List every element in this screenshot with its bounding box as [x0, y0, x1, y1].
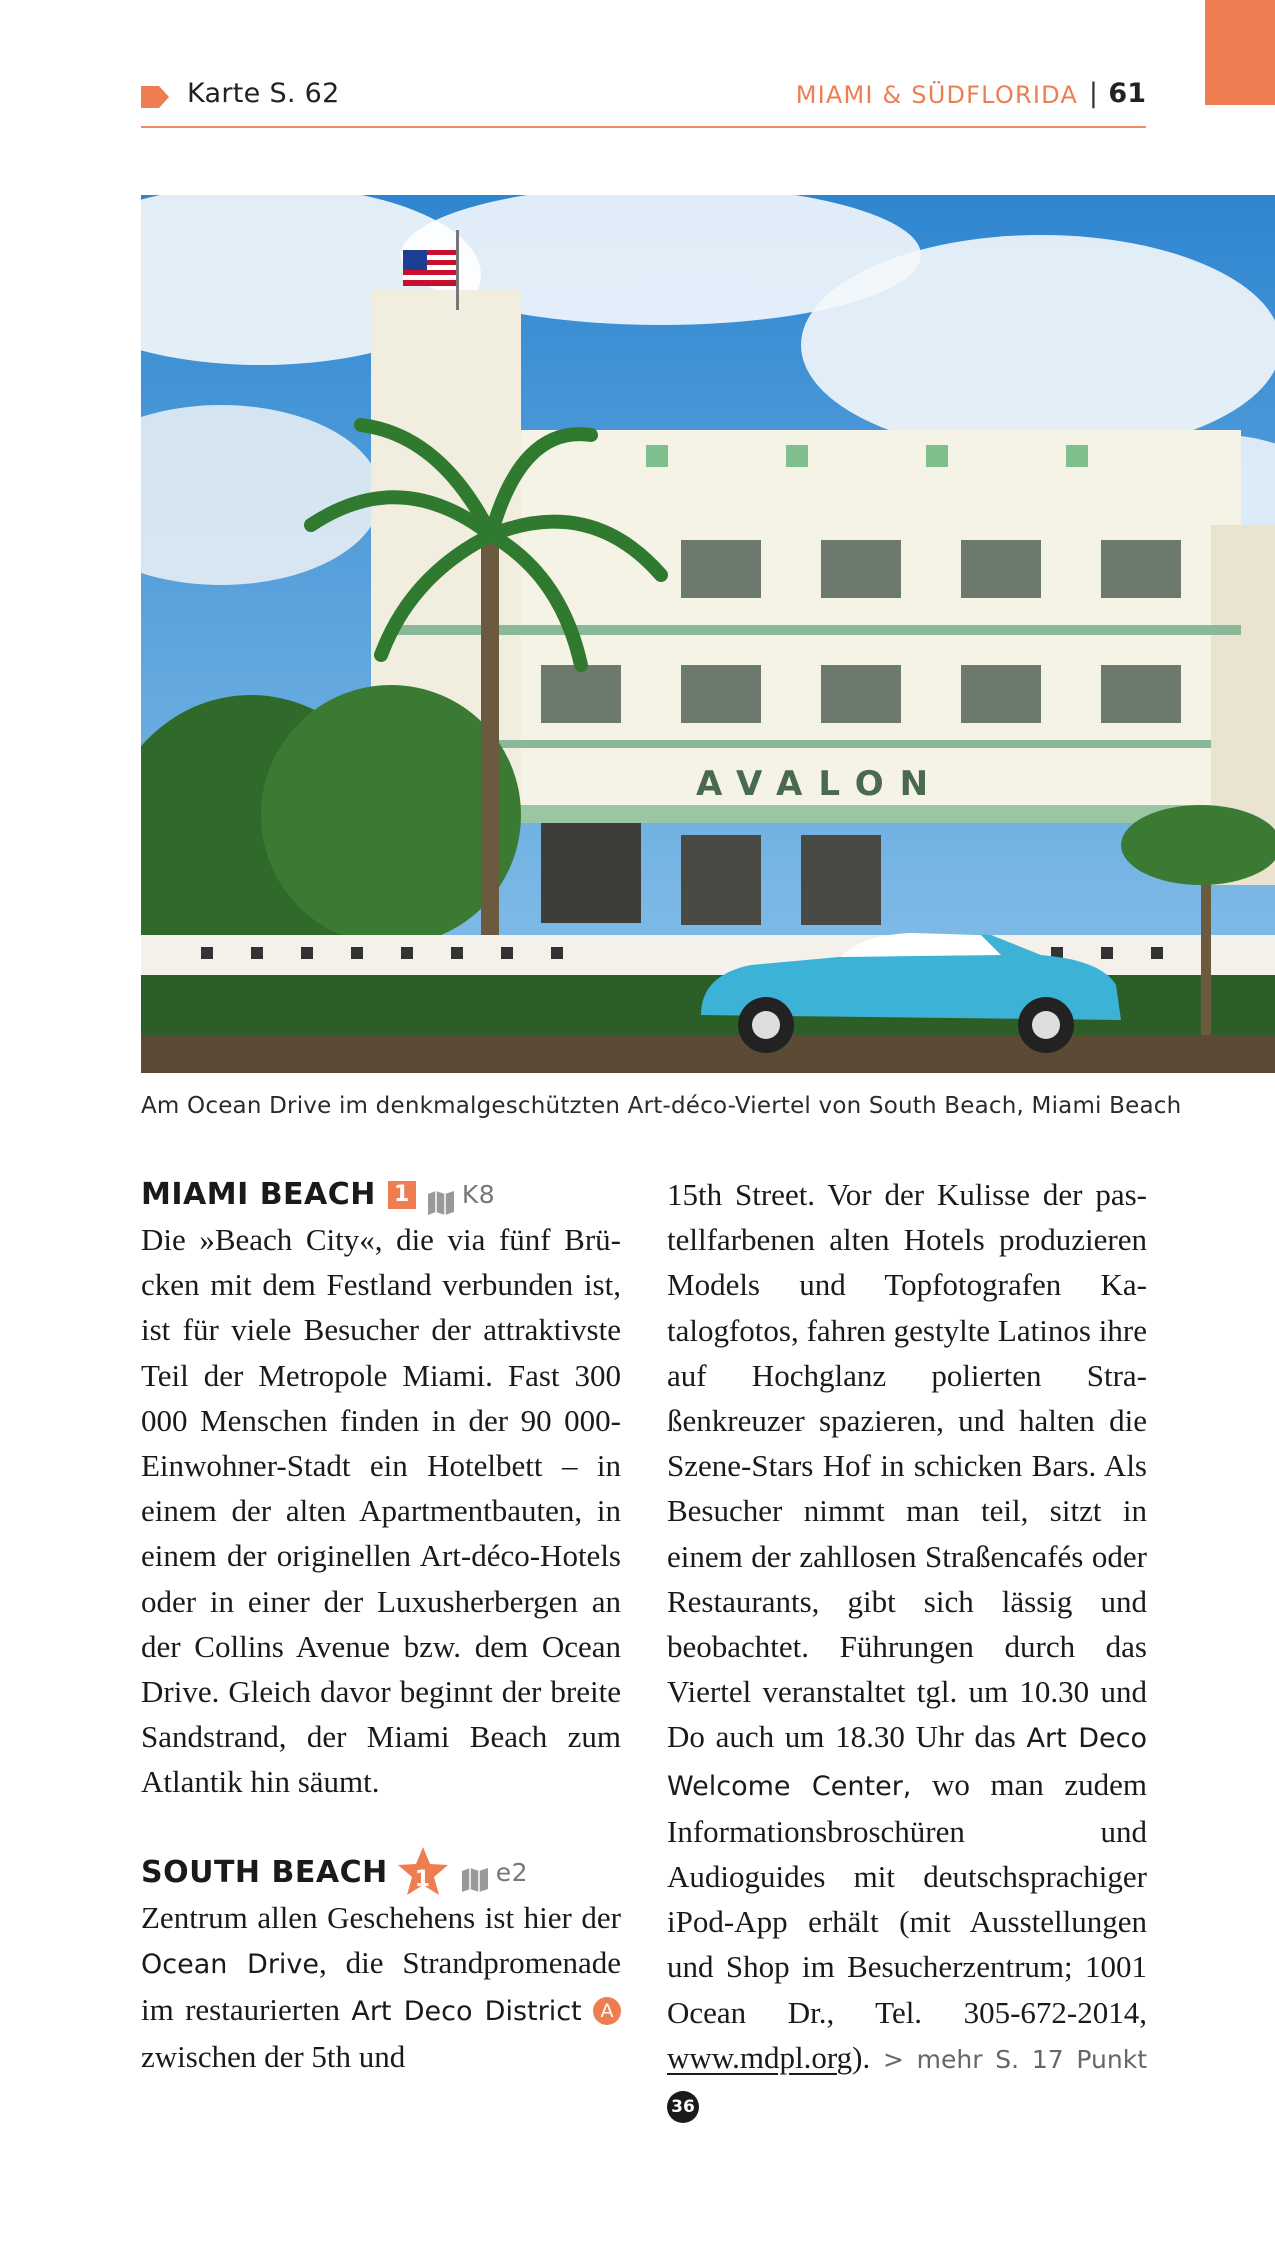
star-number: 1	[414, 1867, 431, 1893]
text-run: 15th Street. Vor der Kulisse der pastellfarbenen alten Hotels produzieren Models und Topfotografen Katalogfotos, fahren gestylte Latinos ihre auf Hochglanz polierten Straßenkreuzer spazieren, und halten die Szene-Stars Hof in schicken Bars. Als Besucher nimmt man teil, sitzt in einem der zahllosen Straßencafés oder Restaurants, gibt sich lässig und beobachtet. Führungen durch das Viertel veranstaltet tgl. um 10.30 und Do auch um 18.30 Uhr das	[667, 1177, 1147, 1755]
text-run: Zentrum allen Geschehens ist hier der	[141, 1899, 621, 1935]
right-column	[667, 1172, 1147, 2127]
south-beach-text	[141, 1895, 621, 2080]
header-separator: |	[1088, 78, 1098, 109]
ocean-drive-term: Ocean Drive	[141, 1948, 320, 1980]
cross-reference-link[interactable]: > mehr S. 17 Punkt	[870, 2044, 1147, 2074]
hero-photo	[141, 195, 1275, 1073]
page-header	[141, 76, 1146, 128]
page-number: 61	[1108, 78, 1146, 109]
point-number-badge: 36	[667, 2091, 699, 2123]
map-grid-reference[interactable]: K8	[461, 1179, 496, 1209]
sight-number-badge: 1	[388, 1181, 416, 1209]
website-link[interactable]: www.mdpl.org	[667, 2039, 853, 2075]
chapter-tab-marker	[1205, 0, 1275, 105]
miami-beach-title: MIAMI BEACH	[141, 1176, 376, 1212]
south-beach-text-continued	[667, 1172, 1147, 2127]
hotel-sign: AVALON	[696, 764, 945, 804]
chapter-title: MIAMI & SÜDFLORIDA	[795, 81, 1078, 109]
map-grid-reference[interactable]: e2	[495, 1857, 528, 1887]
text-run: zwischen der 5th und	[141, 2039, 406, 2075]
south-beach-title: SOUTH BEACH	[141, 1854, 388, 1890]
text-run: ).	[852, 2039, 871, 2075]
map-marker-a: A	[593, 1997, 621, 2025]
photo-caption: Am Ocean Drive im denkmalgeschützten Art-déco-Viertel von South Beach, Miami Beach	[141, 1093, 1182, 1119]
map-icon	[428, 1183, 454, 1207]
text-run: , die Strandpromenade im restaurierten	[141, 1944, 621, 2028]
highlight-star-icon	[396, 1845, 450, 1899]
art-deco-district-term: Art Deco District	[351, 1996, 582, 2028]
welcome-center-term: Art Deco Welcome Center,	[667, 1723, 1147, 1802]
left-column	[141, 1172, 621, 2079]
miami-beach-heading	[141, 1172, 621, 1217]
south-beach-heading	[141, 1850, 621, 1895]
miami-beach-text: Die »Beach City«, die via fünf Brücken mit dem Festland verbunden ist, ist für viele Besucher der attraktivste Teil der Metropole Miami. Fast 300 000 Menschen finden in der 90 000-Einwohner-Stadt ein Hotelbett – in einem der alten Apartmentbauten, in einem der originellen Art-déco-Hotels oder in einer der Luxusherbergen an der Collins Avenue bzw. dem Ocean Drive. Gleich davor beginnt der breite Sandstrand, der Miami Beach zum Atlantik hin säumt.	[141, 1222, 621, 1800]
map-reference[interactable]: Karte S. 62	[187, 78, 340, 109]
text-run: wo man zudem Informationsbroschüren und Audioguides mit deutschsprachiger iPod-App erhält (mit Ausstellungen und Shop im Besucherzentrum; 1001 Ocean Dr., Tel. 305-672-2014,	[667, 1766, 1147, 2030]
map-icon	[462, 1860, 488, 1884]
